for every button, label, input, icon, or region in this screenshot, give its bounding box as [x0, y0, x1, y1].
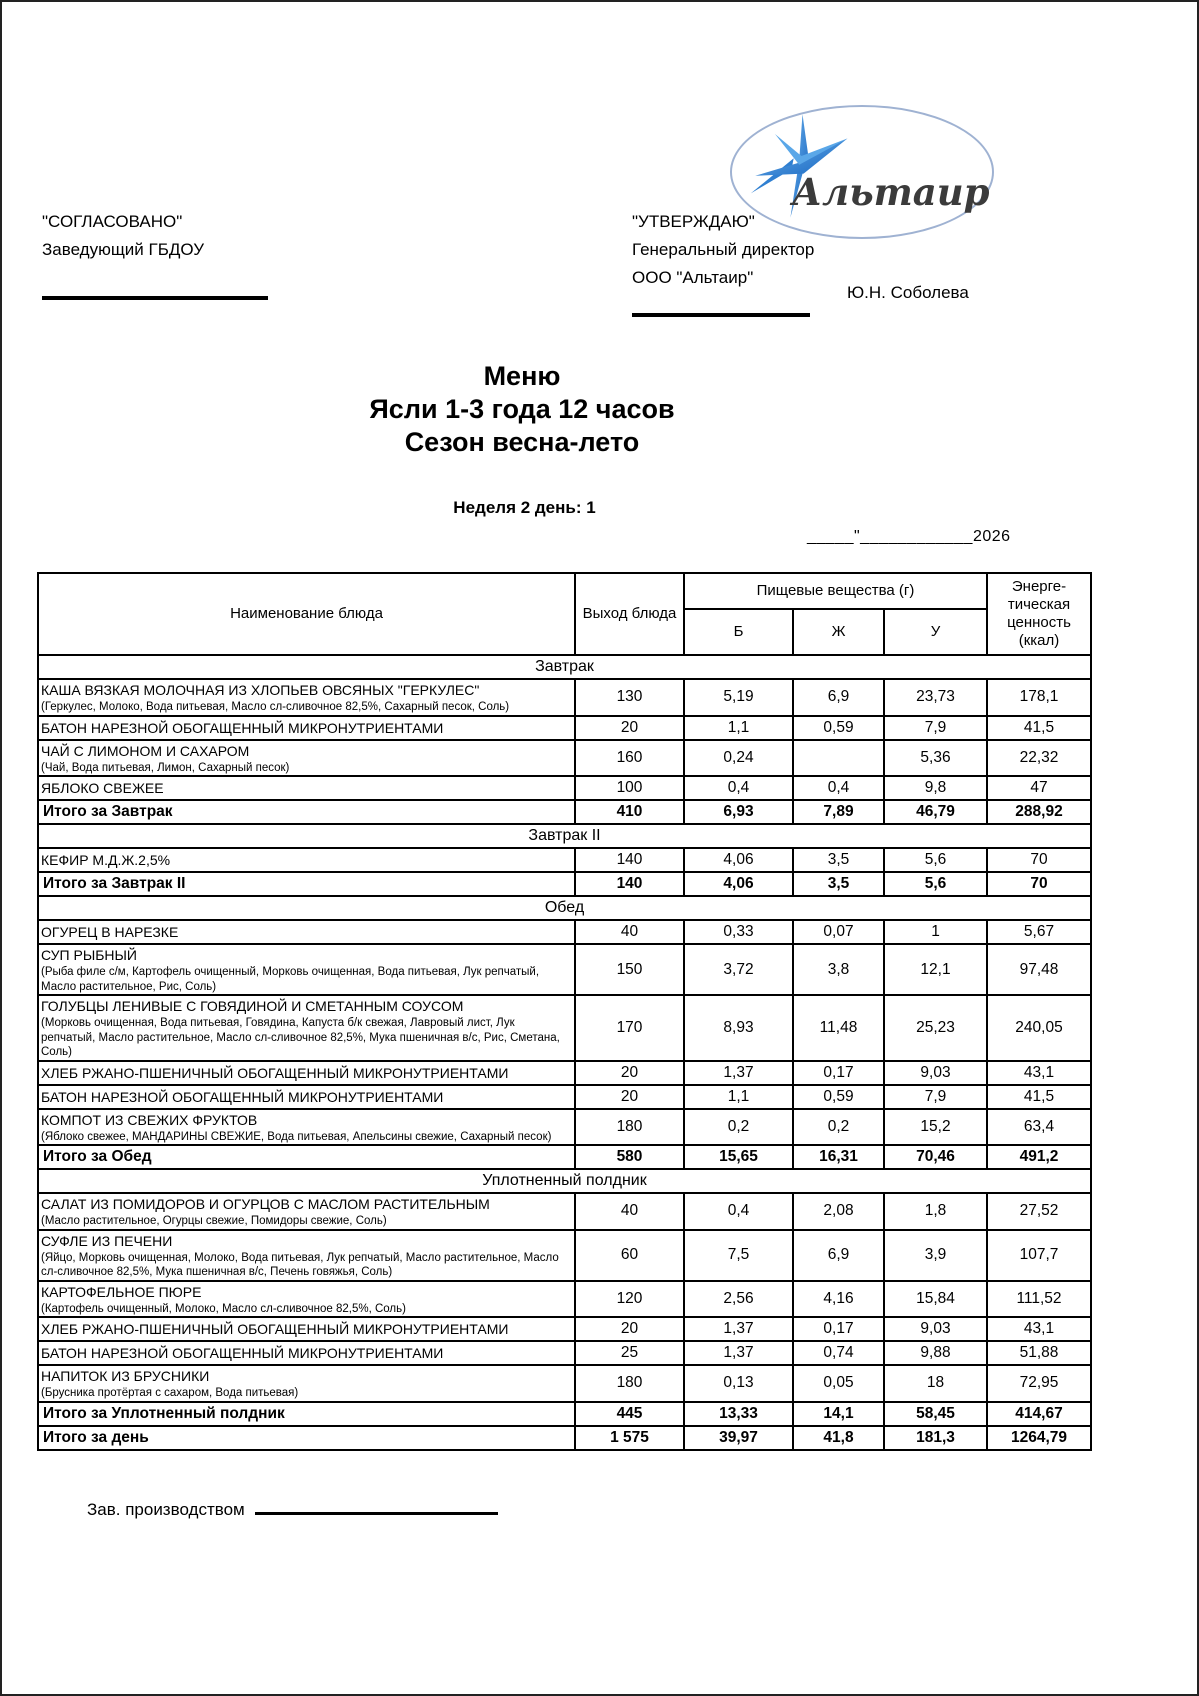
dish-name-cell	[38, 776, 575, 800]
dish-name-cell	[38, 1109, 575, 1146]
menu-table	[37, 572, 1092, 1451]
value-cell-b: 5,19	[684, 679, 793, 716]
dish-name-cell	[38, 1193, 575, 1230]
value-cell-zh: 6,9	[793, 1230, 884, 1281]
value-cell-out: 140	[575, 872, 684, 896]
dish-ingredients: (Яблоко свежее, МАНДАРИНЫ СВЕЖИЕ, Вода питьевая, Апельсины свежие, Сахарный песок)	[41, 1130, 552, 1143]
value-cell-zh: 4,16	[793, 1281, 884, 1318]
value-cell-zh: 0,4	[793, 776, 884, 800]
dish-row	[38, 920, 1091, 944]
col-header-dish-name: Наименование блюда	[38, 573, 575, 655]
value-cell-zh: 3,5	[793, 872, 884, 896]
value-cell-kcal: 1264,79	[987, 1426, 1091, 1450]
dish-row	[38, 679, 1091, 716]
value-cell-kcal: 288,92	[987, 800, 1091, 824]
value-cell-kcal: 178,1	[987, 679, 1091, 716]
value-cell-u: 1,8	[884, 1193, 987, 1230]
dish-title: СУФЛЕ ИЗ ПЕЧЕНИ	[41, 1232, 173, 1249]
dish-row	[38, 1109, 1091, 1146]
value-cell-zh	[793, 740, 884, 777]
value-cell-zh: 2,08	[793, 1193, 884, 1230]
value-cell-zh: 0,59	[793, 716, 884, 740]
week-day-line: Неделя 2 день: 1	[453, 498, 596, 517]
value-cell-zh: 0,07	[793, 920, 884, 944]
value-cell-b: 2,56	[684, 1281, 793, 1318]
dish-row	[38, 1341, 1091, 1365]
value-cell-b: 0,4	[684, 1193, 793, 1230]
value-cell-u: 23,73	[884, 679, 987, 716]
value-cell-kcal: 22,32	[987, 740, 1091, 777]
dish-row	[38, 1085, 1091, 1109]
value-cell-out: 580	[575, 1145, 684, 1169]
total-label-cell: Итого за Завтрак II	[38, 872, 575, 896]
value-cell-out: 160	[575, 740, 684, 777]
value-cell-b: 0,24	[684, 740, 793, 777]
value-cell-b: 0,2	[684, 1109, 793, 1146]
value-cell-b: 0,33	[684, 920, 793, 944]
production-manager-signature-line	[255, 1497, 498, 1515]
value-cell-zh: 0,17	[793, 1061, 884, 1085]
dish-name-cell	[38, 1341, 575, 1365]
section-name-cell: Обед	[38, 896, 1091, 920]
section-header-row	[38, 896, 1091, 920]
title-line-group: Ясли 1-3 года 12 часов	[369, 394, 675, 424]
value-cell-out: 180	[575, 1365, 684, 1402]
value-cell-u: 15,2	[884, 1109, 987, 1146]
dish-name-cell	[38, 1061, 575, 1085]
value-cell-kcal: 41,5	[987, 1085, 1091, 1109]
col-header-nutrients-group: Пищевые вещества (г)	[684, 573, 987, 609]
dish-name-cell	[38, 740, 575, 777]
value-cell-b: 3,72	[684, 944, 793, 995]
section-name-cell: Уплотненный полдник	[38, 1169, 1091, 1193]
title-line-season: Сезон весна-лето	[404, 427, 640, 457]
value-cell-u: 58,45	[884, 1402, 987, 1426]
value-cell-b: 1,1	[684, 716, 793, 740]
dish-name-cell	[38, 1317, 575, 1341]
dish-ingredients: (Яйцо, Морковь очищенная, Молоко, Вода питьевая, Лук репчатый, Масло растительное, Масло сл-сливочное 82,5%, Мука пшеничная в/с, Печень говяжья, Соль)	[41, 1251, 559, 1278]
value-cell-kcal: 5,67	[987, 920, 1091, 944]
value-cell-kcal: 27,52	[987, 1193, 1091, 1230]
value-cell-out: 40	[575, 1193, 684, 1230]
value-cell-zh: 0,59	[793, 1085, 884, 1109]
dish-title: ОГУРЕЦ В НАРЕЗКЕ	[41, 924, 179, 940]
value-cell-u: 70,46	[884, 1145, 987, 1169]
value-cell-out: 20	[575, 1317, 684, 1341]
value-cell-u: 181,3	[884, 1426, 987, 1450]
value-cell-b: 15,65	[684, 1145, 793, 1169]
value-cell-b: 0,4	[684, 776, 793, 800]
value-cell-b: 1,37	[684, 1317, 793, 1341]
dish-ingredients: (Рыба филе с/м, Картофель очищенный, Морковь очищенная, Вода питьевая, Лук репчатый, Масло растительное, Рис, Соль)	[41, 966, 540, 993]
value-cell-out: 20	[575, 1061, 684, 1085]
dish-title: БАТОН НАРЕЗНОЙ ОБОГАЩЕННЫЙ МИКРОНУТРИЕНТАМИ	[41, 719, 444, 736]
table-header-row-1	[38, 573, 1091, 609]
title-line-menu: Меню	[483, 361, 561, 391]
dish-title: ЯБЛОКО СВЕЖЕЕ	[41, 780, 164, 796]
dish-title: КАРТОФЕЛЬНОЕ ПЮРЕ	[41, 1283, 202, 1300]
value-cell-u: 5,6	[884, 872, 987, 896]
dish-ingredients: (Чай, Вода питьевая, Лимон, Сахарный песок)	[41, 761, 290, 774]
value-cell-out: 40	[575, 920, 684, 944]
value-cell-kcal: 70	[987, 872, 1091, 896]
dish-row	[38, 740, 1091, 777]
approved-right-org: ООО "Альтаир"	[632, 268, 754, 287]
value-cell-out: 130	[575, 679, 684, 716]
value-cell-out: 150	[575, 944, 684, 995]
value-cell-zh: 41,8	[793, 1426, 884, 1450]
approved-left-role: Заведующий ГБДОУ	[42, 240, 205, 259]
value-cell-out: 100	[575, 776, 684, 800]
value-cell-u: 46,79	[884, 800, 987, 824]
dish-ingredients: (Брусника протёртая с сахаром, Вода питьевая)	[41, 1387, 299, 1399]
altair-logo-text: Альтаир	[792, 170, 990, 214]
dish-title: ХЛЕБ РЖАНО-ПШЕНИЧНЫЙ ОБОГАЩЕННЫЙ МИКРОНУТРИЕНТАМИ	[41, 1321, 509, 1337]
approved-right-role: Генеральный директор	[632, 240, 815, 259]
value-cell-kcal: 240,05	[987, 995, 1091, 1061]
value-cell-out: 445	[575, 1402, 684, 1426]
approved-left-quote: "СОГЛАСОВАНО"	[42, 212, 183, 231]
value-cell-kcal: 43,1	[987, 1061, 1091, 1085]
value-cell-out: 170	[575, 995, 684, 1061]
document-title	[2, 360, 1042, 459]
signer-name: Ю.Н. Соболева	[847, 283, 969, 302]
value-cell-b: 8,93	[684, 995, 793, 1061]
value-cell-kcal: 72,95	[987, 1365, 1091, 1402]
value-cell-zh: 7,89	[793, 800, 884, 824]
value-cell-u: 9,03	[884, 1061, 987, 1085]
day-total-row	[38, 1426, 1091, 1450]
value-cell-kcal: 51,88	[987, 1341, 1091, 1365]
value-cell-u: 9,8	[884, 776, 987, 800]
value-cell-b: 1,1	[684, 1085, 793, 1109]
col-header-output: Выход блюда	[575, 573, 684, 655]
value-cell-b: 39,97	[684, 1426, 793, 1450]
approved-right-quote: "УТВЕРЖДАЮ"	[632, 212, 755, 231]
value-cell-u: 9,03	[884, 1317, 987, 1341]
menu-table-body	[38, 655, 1091, 1450]
dish-row	[38, 716, 1091, 740]
value-cell-zh: 0,74	[793, 1341, 884, 1365]
dish-row	[38, 1281, 1091, 1318]
value-cell-kcal: 47	[987, 776, 1091, 800]
dish-name-cell	[38, 1365, 575, 1402]
dish-row	[38, 1193, 1091, 1230]
value-cell-zh: 16,31	[793, 1145, 884, 1169]
dish-title: БАТОН НАРЕЗНОЙ ОБОГАЩЕННЫЙ МИКРОНУТРИЕНТАМИ	[41, 1088, 444, 1105]
value-cell-zh: 14,1	[793, 1402, 884, 1426]
total-label-cell: Итого за день	[38, 1426, 575, 1450]
production-manager-line	[87, 1497, 498, 1520]
section-name-cell: Завтрак II	[38, 824, 1091, 848]
dish-name-cell	[38, 920, 575, 944]
dish-row	[38, 1230, 1091, 1281]
dish-name-cell	[38, 1085, 575, 1109]
dish-title: БАТОН НАРЕЗНОЙ ОБОГАЩЕННЫЙ МИКРОНУТРИЕНТАМИ	[41, 1345, 444, 1361]
dish-row	[38, 848, 1091, 872]
value-cell-u: 5,36	[884, 740, 987, 777]
dish-name-cell	[38, 716, 575, 740]
dish-title: СУП РЫБНЫЙ	[41, 947, 137, 963]
dish-title: КОМПОТ ИЗ СВЕЖИХ ФРУКТОВ	[41, 1111, 258, 1128]
value-cell-out: 60	[575, 1230, 684, 1281]
dish-title: ЧАЙ С ЛИМОНОМ И САХАРОМ	[41, 742, 250, 759]
dish-name-cell	[38, 1230, 575, 1281]
dish-name-cell	[38, 848, 575, 872]
section-total-row	[38, 1402, 1091, 1426]
value-cell-zh: 11,48	[793, 995, 884, 1061]
value-cell-kcal: 43,1	[987, 1317, 1091, 1341]
date-blank-line: _____"____________2026	[807, 528, 1011, 545]
section-header-row	[38, 655, 1091, 679]
value-cell-u: 7,9	[884, 716, 987, 740]
left-signature-line	[42, 296, 268, 300]
dish-title: НАПИТОК ИЗ БРУСНИКИ	[41, 1368, 210, 1384]
value-cell-out: 180	[575, 1109, 684, 1146]
value-cell-u: 9,88	[884, 1341, 987, 1365]
dish-row	[38, 1317, 1091, 1341]
section-header-row	[38, 824, 1091, 848]
value-cell-out: 410	[575, 800, 684, 824]
right-signature-line	[632, 313, 810, 317]
col-header-fat: Ж	[793, 609, 884, 655]
value-cell-u: 3,9	[884, 1230, 987, 1281]
value-cell-zh: 3,8	[793, 944, 884, 995]
value-cell-kcal: 41,5	[987, 716, 1091, 740]
value-cell-u: 15,84	[884, 1281, 987, 1318]
approved-left-block	[42, 208, 204, 264]
col-header-carbs: У	[884, 609, 987, 655]
dish-row	[38, 1061, 1091, 1085]
dish-ingredients: (Морковь очищенная, Вода питьевая, Говядина, Капуста б/к свежая, Лавровый лист, Лук репчатый, Масло растительное, Масло сл-сливочное 82,5%, Мука пшеничная в/с, Рис, Сметана, Соль)	[41, 1017, 560, 1058]
value-cell-out: 1 575	[575, 1426, 684, 1450]
value-cell-out: 140	[575, 848, 684, 872]
value-cell-out: 120	[575, 1281, 684, 1318]
value-cell-kcal: 70	[987, 848, 1091, 872]
value-cell-kcal: 111,52	[987, 1281, 1091, 1318]
value-cell-b: 1,37	[684, 1341, 793, 1365]
value-cell-b: 1,37	[684, 1061, 793, 1085]
section-name-cell: Завтрак	[38, 655, 1091, 679]
value-cell-b: 7,5	[684, 1230, 793, 1281]
dish-title: САЛАТ ИЗ ПОМИДОРОВ И ОГУРЦОВ С МАСЛОМ РАСТИТЕЛЬНЫМ	[41, 1196, 490, 1212]
dish-title: ХЛЕБ РЖАНО-ПШЕНИЧНЫЙ ОБОГАЩЕННЫЙ МИКРОНУТРИЕНТАМИ	[41, 1064, 509, 1081]
value-cell-out: 20	[575, 716, 684, 740]
value-cell-u: 18	[884, 1365, 987, 1402]
dish-name-cell	[38, 944, 575, 995]
dish-name-cell	[38, 679, 575, 716]
value-cell-kcal: 107,7	[987, 1230, 1091, 1281]
total-label-cell: Итого за Уплотненный полдник	[38, 1402, 575, 1426]
value-cell-b: 6,93	[684, 800, 793, 824]
value-cell-zh: 0,05	[793, 1365, 884, 1402]
value-cell-u: 5,6	[884, 848, 987, 872]
value-cell-b: 13,33	[684, 1402, 793, 1426]
dish-ingredients: (Масло растительное, Огурцы свежие, Помидоры свежие, Соль)	[41, 1215, 387, 1227]
dish-title: КЕФИР М.Д.Ж.2,5%	[41, 852, 171, 868]
col-header-protein: Б	[684, 609, 793, 655]
value-cell-kcal: 97,48	[987, 944, 1091, 995]
value-cell-zh: 0,2	[793, 1109, 884, 1146]
value-cell-zh: 0,17	[793, 1317, 884, 1341]
col-header-energy: Энерге-тическая ценность (ккал)	[987, 573, 1091, 655]
section-total-row	[38, 800, 1091, 824]
approved-right-block	[632, 208, 814, 292]
value-cell-out: 20	[575, 1085, 684, 1109]
value-cell-u: 25,23	[884, 995, 987, 1061]
value-cell-kcal: 414,67	[987, 1402, 1091, 1426]
value-cell-b: 4,06	[684, 848, 793, 872]
value-cell-u: 7,9	[884, 1085, 987, 1109]
dish-row	[38, 1365, 1091, 1402]
dish-title: ГОЛУБЦЫ ЛЕНИВЫЕ С ГОВЯДИНОЙ И СМЕТАННЫМ СОУСОМ	[41, 998, 464, 1014]
value-cell-kcal: 63,4	[987, 1109, 1091, 1146]
dish-ingredients: (Геркулес, Молоко, Вода питьевая, Масло сл-сливочное 82,5%, Сахарный песок, Соль)	[41, 701, 510, 713]
dish-row	[38, 776, 1091, 800]
dish-row	[38, 995, 1091, 1061]
section-total-row	[38, 872, 1091, 896]
value-cell-zh: 3,5	[793, 848, 884, 872]
dish-name-cell	[38, 995, 575, 1061]
section-header-row	[38, 1169, 1091, 1193]
section-total-row	[38, 1145, 1091, 1169]
value-cell-zh: 6,9	[793, 679, 884, 716]
total-label-cell: Итого за Завтрак	[38, 800, 575, 824]
value-cell-b: 0,13	[684, 1365, 793, 1402]
value-cell-kcal: 491,2	[987, 1145, 1091, 1169]
dish-name-cell	[38, 1281, 575, 1318]
value-cell-u: 12,1	[884, 944, 987, 995]
dish-row	[38, 944, 1091, 995]
value-cell-u: 1	[884, 920, 987, 944]
production-manager-label: Зав. производством	[87, 1500, 245, 1519]
dish-title: КАША ВЯЗКАЯ МОЛОЧНАЯ ИЗ ХЛОПЬЕВ ОВСЯНЫХ "ГЕРКУЛЕС"	[41, 682, 480, 698]
dish-ingredients: (Картофель очищенный, Молоко, Масло сл-сливочное 82,5%, Соль)	[41, 1302, 406, 1315]
value-cell-out: 25	[575, 1341, 684, 1365]
total-label-cell: Итого за Обед	[38, 1145, 575, 1169]
value-cell-b: 4,06	[684, 872, 793, 896]
